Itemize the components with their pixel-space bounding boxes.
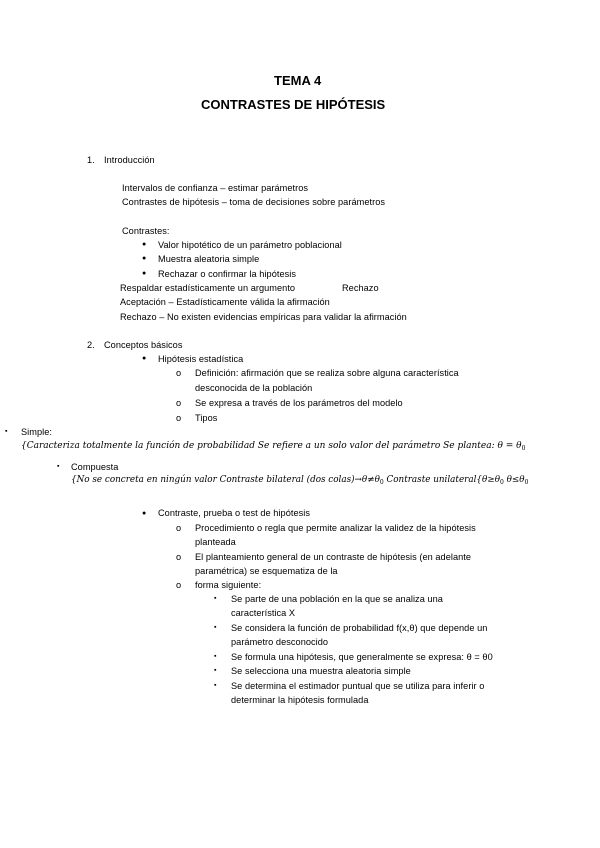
- sub-item-text: paramétrica) se esquematiza de la: [195, 566, 338, 576]
- text-line: Intervalos de confianza – estimar parámetros: [122, 183, 309, 193]
- sub-item-text: Tipos: [195, 413, 218, 423]
- bullet-text: Rechazar o confirmar la hipótesis: [158, 269, 296, 279]
- bullet-text: Hipótesis estadística: [158, 354, 244, 364]
- text-line: Aceptación – Estadísticamente válida la afirmación: [120, 297, 330, 307]
- page-title: TEMA 4: [274, 73, 322, 88]
- bullet-square-icon: ▪: [57, 463, 60, 470]
- bullet-filled-icon: ●: [142, 510, 147, 517]
- text-line: Contrastes de hipótesis – toma de decisiones sobre parámetros: [122, 197, 385, 207]
- section-heading: Conceptos básicos: [104, 340, 183, 350]
- bullet-circle-icon: o: [176, 523, 182, 533]
- text-line: Rechazo: [342, 283, 379, 293]
- text-line: Respaldar estadísticamente un argumento: [120, 283, 296, 293]
- sub-sub-item-text: Se selecciona una muestra aleatoria simple: [231, 666, 411, 676]
- sub-item-text: planteada: [195, 537, 236, 547]
- sub-sub-item-text: Se considera la función de probabilidad f(x,θ) que depende un: [231, 623, 488, 633]
- compuesta-label: Compuesta: [71, 462, 119, 472]
- bullet-square-icon: ▪: [214, 653, 217, 660]
- sub-item-text: El planteamiento general de un contraste de hipótesis (en adelante: [195, 552, 472, 562]
- bullet-square-icon: ▪: [214, 682, 217, 689]
- sub-item-text: Definición: afirmación que se realiza sobre alguna característica: [195, 368, 459, 378]
- sub-sub-item-text: Se formula una hipótesis, que generalmente se expresa: θ = θ0: [231, 652, 493, 662]
- bullet-filled-icon: ●: [142, 255, 147, 262]
- compuesta-formula: {No se concreta en ningún valor Contraste bilateral (dos $colas)\to\theta\ne\theta_0$ Contraste $unilateral\{\theta\ge\theta_0$ $\theta\le\theta_0$: [71, 475, 529, 486]
- page-subtitle: CONTRASTES DE HIPÓTESIS: [201, 97, 386, 112]
- sub-sub-item-text: Se parte de una población en la que se analiza una: [231, 594, 443, 604]
- section-heading: Introducción: [104, 155, 155, 165]
- bullet-filled-icon: ●: [142, 241, 147, 248]
- sub-item-text: Procedimiento o regla que permite analizar la validez de la hipótesis: [195, 523, 476, 533]
- sub-item-text: Se expresa a través de los parámetros del modelo: [195, 398, 403, 408]
- bullet-circle-icon: o: [176, 580, 182, 590]
- bullet-filled-icon: ●: [142, 270, 147, 277]
- sub-sub-item-text: Se determina el estimador puntual que se utiliza para inferir o: [231, 681, 485, 691]
- sub-sub-item-text: parámetro desconocido: [231, 637, 329, 647]
- bullet-circle-icon: o: [176, 552, 182, 562]
- text-line: Rechazo – No existen evidencias empíricas para validar la afirmación: [120, 312, 407, 322]
- bullet-square-icon: ▪: [214, 667, 217, 674]
- section-number: 2.: [87, 340, 95, 350]
- section-number: 1.: [87, 155, 95, 165]
- simple-formula: {Caracteriza totalmente la función de probabilidad Se refiere a un solo valor del parámetro Se plantea: $\theta = \theta_0$: [21, 441, 526, 452]
- bullet-square-icon: ▪: [5, 428, 8, 435]
- bullet-text: Valor hipotético de un parámetro poblacional: [158, 240, 342, 250]
- bullet-text: Muestra aleatoria simple: [158, 254, 260, 264]
- bullet-circle-icon: o: [176, 398, 182, 408]
- sub-sub-item-text: característica X: [231, 608, 296, 618]
- bullet-text: Contraste, prueba o test de hipótesis: [158, 508, 311, 518]
- text-line: Contrastes:: [122, 226, 170, 236]
- bullet-circle-icon: o: [176, 368, 182, 378]
- bullet-square-icon: ▪: [214, 595, 217, 602]
- bullet-filled-icon: ●: [142, 355, 147, 362]
- simple-label: Simple:: [21, 427, 52, 437]
- sub-sub-item-text: determinar la hipótesis formulada: [231, 695, 369, 705]
- bullet-square-icon: ▪: [214, 624, 217, 631]
- sub-item-text: desconocida de la población: [195, 383, 313, 393]
- sub-item-text: forma siguiente:: [195, 580, 262, 590]
- bullet-circle-icon: o: [176, 413, 182, 423]
